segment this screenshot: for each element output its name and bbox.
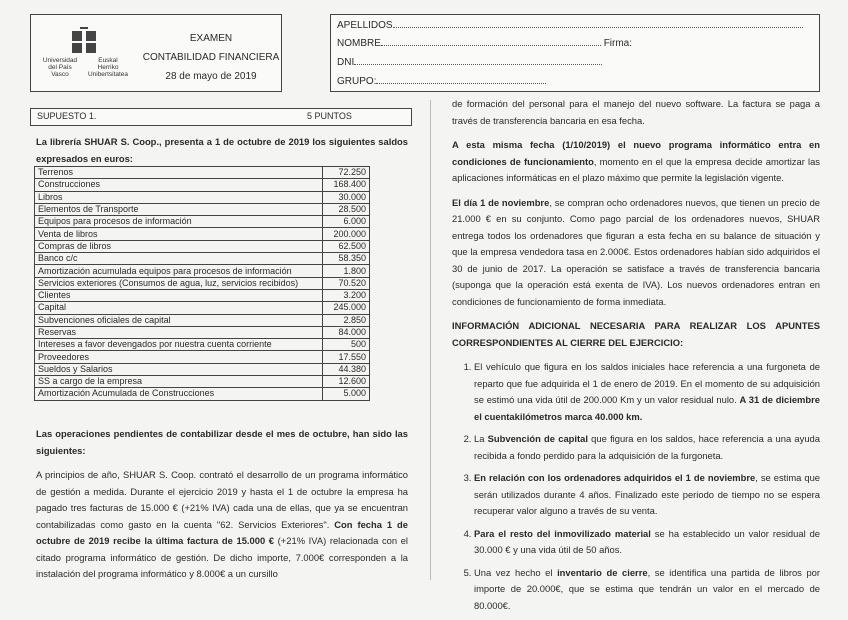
account-amount: 168.400 bbox=[323, 179, 370, 191]
account-name: Construcciones bbox=[35, 179, 323, 191]
account-amount: 200.000 bbox=[323, 228, 370, 240]
dni-field[interactable] bbox=[354, 56, 602, 65]
table-row bbox=[35, 302, 370, 314]
account-name: SS a cargo de la empresa bbox=[35, 376, 323, 388]
account-amount: 30.000 bbox=[323, 191, 370, 203]
account-name: Banco c/c bbox=[35, 253, 323, 265]
account-amount: 62.500 bbox=[323, 240, 370, 252]
text-segment: El vehículo que figura en los saldos iniciales hace referencia a una furgoneta de reparto que fue adquirida el 1 de enero de 2019. En el momento de su adquisición se estimó una vida útil de 200.000 Km y un valor residual nulo. bbox=[474, 361, 820, 405]
account-amount: 5.000 bbox=[323, 388, 370, 400]
text-segment: inventario de cierre bbox=[557, 566, 648, 578]
paragraph bbox=[36, 467, 408, 583]
text-segment: , se estima que serán utilizados durante 4 años. Finalizado este periodo de tiempo no se espera recuperar valor alguno a través de su venta. bbox=[474, 472, 820, 516]
table-row bbox=[35, 289, 370, 301]
text-segment: A 31 de diciembre el cuentakilómetros marca 40.000 km. bbox=[474, 394, 820, 422]
university-name-eu: Euskal Herriko Unibertsitatea bbox=[87, 57, 129, 78]
account-name: Servicios exteriores (Consumos de agua, luz, servicios recibidos) bbox=[35, 277, 323, 289]
account-name: Venta de libros bbox=[35, 228, 323, 240]
additional-info-list bbox=[452, 359, 820, 614]
account-amount: 72.250 bbox=[323, 167, 370, 179]
nombre-field[interactable] bbox=[381, 37, 601, 46]
university-name-es: Universidad del País Vasco bbox=[42, 57, 78, 78]
account-name: Libros bbox=[35, 191, 323, 203]
text-segment: , se identifica una partida de libros por importe de 20.000€, que se estima que tendrán un valor en el mercado de 80.000€. bbox=[474, 566, 820, 611]
list-item bbox=[474, 526, 820, 559]
balances-table bbox=[34, 166, 370, 401]
text-segment: Una vez hecho el bbox=[474, 566, 558, 578]
account-name: Compras de libros bbox=[35, 240, 323, 252]
account-amount: 245.000 bbox=[323, 302, 370, 314]
account-amount: 12.600 bbox=[323, 376, 370, 388]
text-segment: de formación del personal para el manejo del nuevo software. La factura se paga a través de transferencia bancaria en esa fecha. bbox=[452, 98, 820, 126]
text-segment: Subvención de capital bbox=[487, 433, 588, 444]
account-name: Amortización Acumulada de Construcciones bbox=[35, 388, 323, 400]
supuesto-points: 5 PUNTOS bbox=[307, 111, 352, 121]
account-amount: 500 bbox=[323, 339, 370, 351]
university-logo bbox=[39, 27, 129, 78]
table-row bbox=[35, 203, 370, 215]
table-row bbox=[35, 351, 370, 363]
apellidos-field[interactable] bbox=[393, 19, 803, 28]
table-row bbox=[35, 376, 370, 388]
text-segment: que figura en los saldos, hace referencia a una ayuda recibida a fondo perdido para la adquisición de la furgoneta. bbox=[474, 433, 820, 461]
account-name: Capital bbox=[35, 302, 323, 314]
list-item bbox=[474, 565, 820, 615]
account-name: Intereses a favor devengados por nuestra cuenta corriente bbox=[35, 339, 323, 351]
table-row bbox=[35, 179, 370, 191]
exam-header bbox=[30, 14, 282, 92]
university-emblem-icon bbox=[68, 27, 100, 53]
text-segment: INFORMACIÓN ADICIONAL NECESARIA PARA REALIZAR LOS APUNTES CORRESPONDIENTES AL CIERRE DEL EJERCICIO: bbox=[452, 320, 820, 348]
table-row bbox=[35, 363, 370, 375]
account-name: Terrenos bbox=[35, 167, 323, 179]
account-name: Elementos de Transporte bbox=[35, 203, 323, 215]
student-info-box bbox=[330, 14, 820, 92]
supuesto-title: SUPUESTO 1. bbox=[37, 111, 97, 121]
account-name: Proveedores bbox=[35, 351, 323, 363]
account-amount: 1.800 bbox=[323, 265, 370, 277]
table-row bbox=[35, 228, 370, 240]
account-amount: 84.000 bbox=[323, 326, 370, 338]
text-segment: , se compran ocho ordenadores nuevos, que tienen un precio de 21.000 € en su conjunto. Como pago parcial de los ordenadores nuevos, SHUAR entrega todos los ordenadores que figuran a esta fecha en su balance de situación y que la empresa vendedora tasa en 2.000€. Estos ordenadores habían sido adquiridos el 30 de junio de 2017. La operación se satisface a través de transferencia bancaria (suponga que la operación está exenta de IVA). Los nuevos ordenadores entran en condiciones de funcionamiento de forma inmediata. bbox=[452, 196, 820, 307]
table-row bbox=[35, 216, 370, 228]
list-item bbox=[474, 359, 820, 425]
table-row bbox=[35, 253, 370, 265]
account-name: Equipos para procesos de información bbox=[35, 216, 323, 228]
pending-operations bbox=[36, 426, 408, 591]
grupo-field[interactable] bbox=[376, 75, 546, 84]
text-segment: A esta misma fecha (1/10/2019) el nuevo programa informático entra en condiciones de funcionamiento bbox=[452, 139, 820, 167]
account-amount: 28.500 bbox=[323, 203, 370, 215]
table-row bbox=[35, 388, 370, 400]
supuesto-header bbox=[30, 108, 412, 126]
dni-label: DNI bbox=[337, 57, 355, 68]
paragraph bbox=[452, 318, 820, 351]
table-row bbox=[35, 339, 370, 351]
table-row bbox=[35, 326, 370, 338]
account-name: Clientes bbox=[35, 289, 323, 301]
account-name: Reservas bbox=[35, 326, 323, 338]
paragraph bbox=[36, 426, 408, 459]
list-item bbox=[474, 470, 820, 520]
account-amount: 17.550 bbox=[323, 351, 370, 363]
account-amount: 2.850 bbox=[323, 314, 370, 326]
text-segment: Para el resto del inmovilizado material bbox=[474, 527, 651, 539]
account-name: Subvenciones oficiales de capital bbox=[35, 314, 323, 326]
table-row bbox=[35, 191, 370, 203]
nombre-label: NOMBRE bbox=[337, 38, 381, 49]
account-name: Sueldos y Salarios bbox=[35, 363, 323, 375]
account-amount: 6.000 bbox=[323, 216, 370, 228]
paragraph bbox=[452, 195, 820, 311]
text-segment: A principios de año, SHUAR S. Coop. contrató el desarrollo de un programa informático de gestión a medida. Durante el ejercicio 2019 y hasta el 1 de octubre la empresa ha pagado tres facturas de 15.000 € (+21% IVA) cada una de ellas, que ya se encuentran contabilizadas como gasto en la cuenta "62. Servicios Exteriores". bbox=[36, 469, 408, 530]
paragraph bbox=[452, 96, 820, 129]
grupo-label: GRUPO: bbox=[337, 76, 377, 87]
text-segment: Con fecha 1 de octubre de 2019 recibe la última factura de 15.000 € bbox=[36, 518, 408, 546]
list-item bbox=[474, 431, 820, 464]
subject-title: CONTABILIDAD FINANCIERA bbox=[142, 52, 280, 63]
paragraph bbox=[452, 137, 820, 187]
column-divider bbox=[430, 100, 431, 580]
text-segment: (+21% IVA) relacionada con el citado programa informático de gestión. De dicho importe, 7.000€ corresponden a la instalación del programa informático y 8.000€ a un cursillo bbox=[36, 535, 408, 579]
text-segment: se ha establecido un valor residual de 30.000 € y una vida útil de 50 años. bbox=[474, 527, 820, 555]
intro-text: La librería SHUAR S. Coop., presenta a 1 de octubre de 2019 los siguientes saldos expresados en euros: bbox=[36, 136, 408, 164]
table-row bbox=[35, 240, 370, 252]
right-column bbox=[452, 96, 820, 620]
text-segment: La bbox=[474, 433, 488, 444]
account-amount: 3.200 bbox=[323, 289, 370, 301]
exam-date: 28 de mayo de 2019 bbox=[165, 71, 257, 82]
table-row bbox=[35, 167, 370, 179]
exam-label: EXAMEN bbox=[189, 33, 233, 44]
table-row bbox=[35, 314, 370, 326]
account-name: Amortización acumulada equipos para procesos de información bbox=[35, 265, 323, 277]
account-amount: 70.520 bbox=[323, 277, 370, 289]
apellidos-label: APELLIDOS bbox=[337, 20, 393, 31]
firma-label: Firma: bbox=[603, 38, 633, 49]
table-row bbox=[35, 265, 370, 277]
text-segment: El día 1 de noviembre bbox=[452, 196, 550, 208]
text-segment: Las operaciones pendientes de contabilizar desde el mes de octubre, han sido las siguientes: bbox=[36, 428, 408, 456]
table-row bbox=[35, 277, 370, 289]
text-segment: En relación con los ordenadores adquiridos el 1 de noviembre bbox=[474, 472, 756, 483]
account-amount: 44.380 bbox=[323, 363, 370, 375]
account-amount: 58.350 bbox=[323, 253, 370, 265]
text-segment: , momento en el que la empresa decide amortizar las aplicaciones informáticas en el plazo máximo que permite la legislación vigente. bbox=[452, 155, 820, 183]
